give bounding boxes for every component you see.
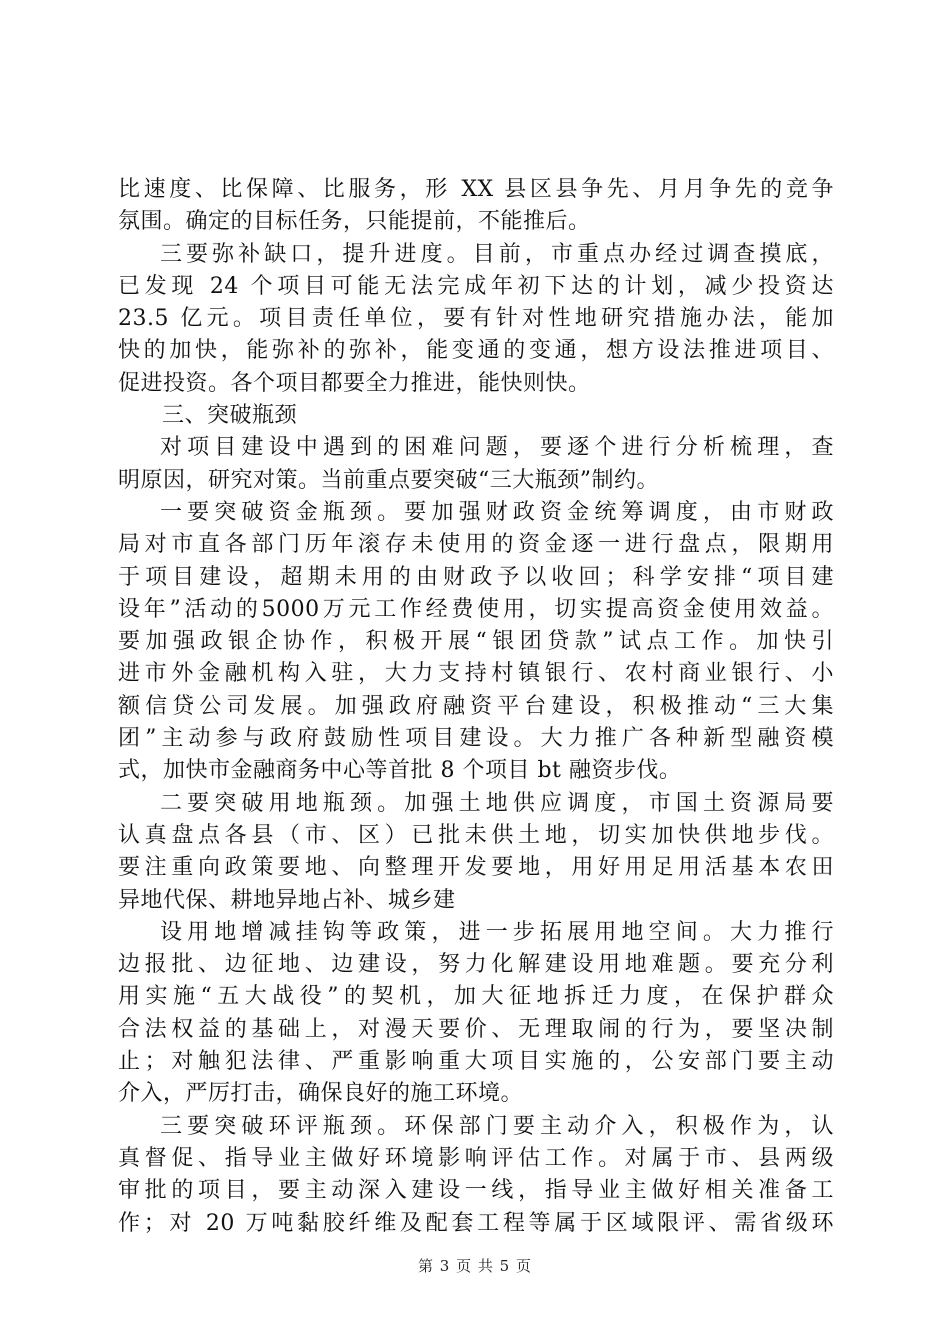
page-number-footer: 第 3 页 共 5 页: [418, 1257, 532, 1275]
text-line: 审批的项目，要主动深入建设一线，指导业主做好相关准备工: [118, 1178, 834, 1204]
section-heading: 三、突破瓶颈: [162, 403, 298, 429]
text-line: 明原因，研究对策。当前重点要突破“三大瓶颈”制约。: [118, 467, 659, 493]
text-line: 快的加快，能弥补的弥补，能变通的变通，想方设法推进项目、: [118, 338, 834, 364]
text-line: 进市外金融机构入驻，大力支持村镇银行、农村商业银行、小: [118, 661, 834, 687]
text-line: 认真盘点各县（市、区）已批未供土地，切实加快供地步伐。: [118, 822, 834, 848]
text-line: 氛围。确定的目标任务，只能提前，不能推后。: [118, 209, 591, 235]
text-line: 边报批、边征地、边建设，努力化解建设用地难题。要充分利: [118, 952, 834, 978]
text-line: 三要弥补缺口，提升进度。目前，市重点办经过调查摸底，: [160, 241, 834, 267]
text-line: 设年”活动的5000万元工作经费使用，切实提高资金使用效益。: [118, 596, 834, 622]
text-line: 三要突破环评瓶颈。环保部门要主动介入，积极作为，认: [160, 1113, 834, 1139]
text-line: 局对市直各部门历年滚存未使用的资金逐一进行盘点，限期用: [118, 532, 834, 558]
text-line: 介入，严厉打击，确保良好的施工环境。: [118, 1081, 524, 1107]
text-line: 团”主动参与政府鼓励性项目建设。大力推广各种新型融资模: [118, 726, 834, 752]
text-line: 止；对触犯法律、严重影响重大项目实施的，公安部门要主动: [118, 1049, 834, 1075]
text-line: 异地代保、耕地异地占补、城乡建: [118, 887, 456, 913]
text-line: 真督促、指导业主做好环境影响评估工作。对属于市、县两级: [118, 1145, 834, 1171]
text-line: 已发现 24 个项目可能无法完成年初下达的计划，减少投资达: [118, 273, 834, 299]
text-line: 于项目建设，超期未用的由财政予以收回；科学安排“项目建: [118, 564, 834, 590]
text-line: 对项目建设中遇到的困难问题，要逐个进行分析梳理，查: [160, 435, 834, 461]
text-line: 一要突破资金瓶颈。要加强财政资金统筹调度，由市财政: [160, 499, 834, 525]
document-body: [118, 174, 834, 1240]
text-line: 要注重向政策要地、向整理开发要地，用好用足用活基本农田: [118, 855, 834, 881]
text-line: 额信贷公司发展。加强政府融资平台建设，积极推动“三大集: [118, 693, 834, 719]
text-line: 作；对 20 万吨黏胶纤维及配套工程等属于区域限评、需省级环: [118, 1210, 834, 1236]
text-line: 比速度、比保障、比服务，形 XX 县区县争先、月月争先的竞争: [118, 177, 835, 202]
text-line: 要加强政银企协作，积极开展“银团贷款”试点工作。加快引: [118, 629, 834, 655]
text-line: 用实施“五大战役”的契机，加大征地拆迁力度，在保护群众: [118, 984, 834, 1010]
text-line: 式，加快市金融商务中心等首批 8 个项目 bt 融资步伐。: [118, 758, 682, 784]
text-line: 促进投资。各个项目都要全力推进，能快则快。: [118, 370, 591, 396]
text-line: 设用地增减挂钩等政策，进一步拓展用地空间。大力推行: [160, 919, 834, 945]
text-line: 二要突破用地瓶颈。加强土地供应调度，市国土资源局要: [160, 790, 834, 816]
text-line: 23.5 亿元。项目责任单位，要有针对性地研究措施办法，能加: [118, 306, 834, 332]
text-line: 合法权益的基础上，对漫天要价、无理取闹的行为，要坚决制: [118, 1016, 834, 1042]
